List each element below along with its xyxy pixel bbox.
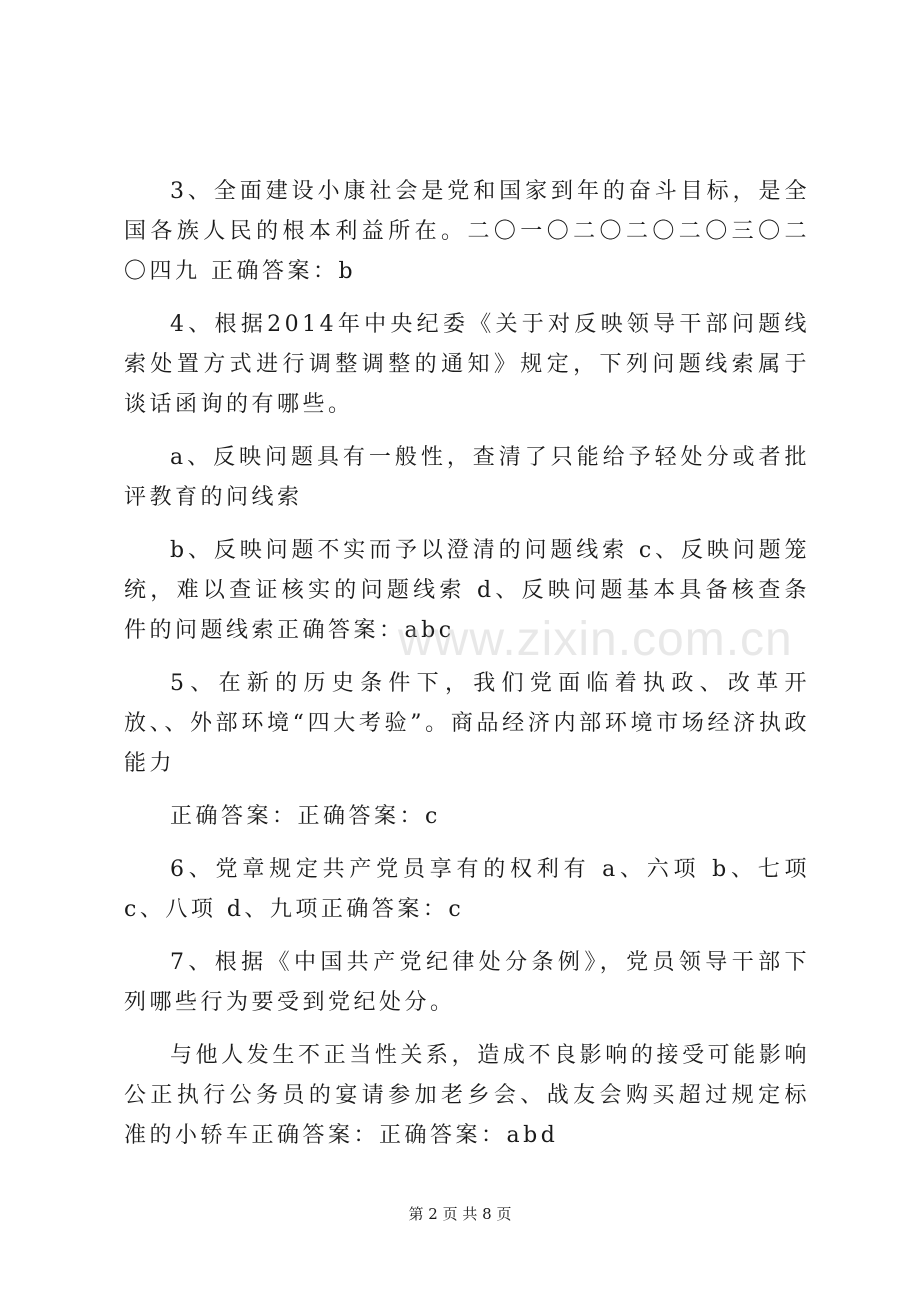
paragraph-q5-answer: 正确答案：正确答案：c xyxy=(170,804,441,829)
paragraph-q3: 3、全面建设小康社会是党和国家到年的奋斗目标，是全国各族人民的根本利益所在。二〇一〇二〇二〇二〇三〇二〇四九 正确答案：b xyxy=(124,179,810,284)
document-body xyxy=(124,172,810,1169)
paragraph-q4-option-a: a、反映问题具有一般性，查清了只能给予轻处分或者批评教育的问线索 xyxy=(124,445,810,510)
watermark-text: www.zixin.com.cn xyxy=(398,613,793,666)
page-footer: 第 2 页 共 8 页 xyxy=(408,1205,512,1223)
paragraph-q6: 6、党章规定共产党员享有的权利有 a、六项 b、七项 c、八项 d、九项正确答案：c xyxy=(124,857,810,922)
paragraph-q4: 4、根据2014年中央纪委《关于对反映领导干部问题线索处置方式进行调整调整的通知》规定，下列问题线索属于谈话函询的有哪些。 xyxy=(124,312,810,417)
paragraph-q4-options-bcd: b、反映问题不实而予以澄清的问题线索 c、反映问题笼统，难以查证核实的问题线索 d、反映问题基本具备核查条件的问题线索正确答案：abc xyxy=(124,538,810,643)
paragraph-q7: 7、根据《中国共产党纪律处分条例》，党员领导干部下列哪些行为要受到党纪处分。 xyxy=(124,950,810,1015)
paragraph-q7-options: 与他人发生不正当性关系，造成不良影响的接受可能影响公正执行公务员的宴请参加老乡会、战友会购买超过规定标准的小轿车正确答案：正确答案：abd xyxy=(124,1043,810,1148)
paragraph-q5: 5、在新的历史条件下，我们党面临着执政、改革开放、、外部环境“四大考验”。商品经济内部环境市场经济执政能力 xyxy=(124,671,810,776)
